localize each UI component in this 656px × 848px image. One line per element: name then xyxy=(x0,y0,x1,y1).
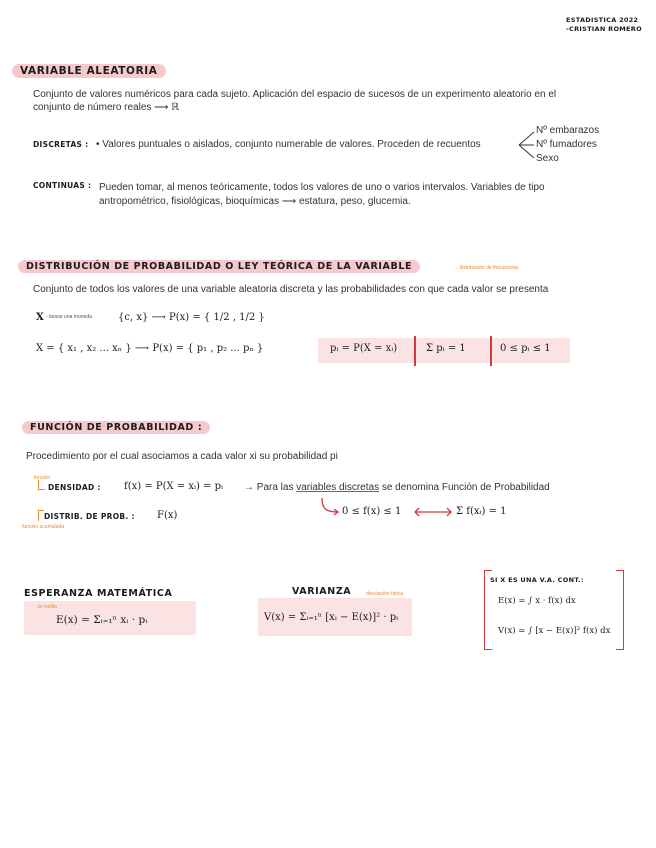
distrib-note: función acumulada xyxy=(22,524,64,530)
varianza-note: desviación típica xyxy=(366,591,403,597)
densidad-note: función xyxy=(34,475,51,481)
section-title-distribucion: DISTRIBUCIÓN DE PROBABILIDAD O LEY TEÓRICA DE LA VARIABLE xyxy=(18,260,420,273)
discretas-example-1: Nº embarazos xyxy=(536,125,600,136)
discretas-example-2: Nº fumadores xyxy=(536,139,597,150)
continua-eq-varianza: V(x) = ∫ [x − E(x)]² f(x) dx xyxy=(498,626,611,636)
property-range: 0 ≤ pᵢ ≤ 1 xyxy=(500,343,551,354)
section-title-funcion: FUNCIÓN DE PROBABILIDAD : xyxy=(22,421,210,434)
varianza-formula: V(x) = Σᵢ₌₁ⁿ [xᵢ − E(x)]² · pᵢ xyxy=(264,612,399,623)
note-bracket xyxy=(38,480,45,490)
distribucion-side-note: → distribución de frecuencias xyxy=(453,265,519,271)
esperanza-formula: E(x) = Σᵢ₌₁ⁿ xᵢ · pᵢ xyxy=(56,614,148,626)
eq1-right: {c, x} ⟶ P(x) = { 1/2 , 1/2 } xyxy=(118,312,265,323)
property-sum: Σ pᵢ = 1 xyxy=(426,343,466,354)
eq2: X = { x₁ , x₂ ... xₙ } ⟶ P(x) = { p₁ , p₂ ... pₙ } xyxy=(36,343,264,354)
property-pi: pᵢ = P(X = xᵢ) xyxy=(330,343,398,354)
divider xyxy=(490,336,492,366)
header-line-2: -CRISTIAN ROMERO xyxy=(566,25,642,33)
condition-range: 0 ≤ f(x) ≤ 1 xyxy=(342,506,402,517)
continuas-text-1: Pueden tomar, al menos teóricamente, todos los valores de uno o varios intervalos. Variables de tipo xyxy=(99,182,545,193)
note-bracket xyxy=(38,510,44,521)
distrib-equation: F(x) xyxy=(157,510,178,521)
header-line-1: ESTADISTICA 2022 xyxy=(566,16,639,24)
discretas-example-3: Sexo xyxy=(536,153,559,164)
curved-arrow xyxy=(318,497,340,517)
continuas-label: CONTINUAS : xyxy=(33,181,92,190)
branch-arrows xyxy=(518,128,536,162)
funcion-definition: Procedimiento por el cual asociamos a cada valor xi su probabilidad pi xyxy=(26,451,338,462)
discretas-link: variables discretas xyxy=(296,482,380,493)
divider xyxy=(414,336,416,366)
section-title-varianza: VARIANZA xyxy=(292,586,352,597)
continuas-text-2: antropométrico, fisiológicas, bioquímicas ⟶ estatura, peso, glucemia. xyxy=(99,196,411,207)
variable-definition-2: conjunto de número reales ⟶ ℝ xyxy=(33,102,180,113)
eq1-note: - lanzar una moneda xyxy=(46,314,92,320)
section-title-esperanza: ESPERANZA MATEMÁTICA xyxy=(24,588,173,599)
densidad-equation: f(x) = P(X = xᵢ) = pᵢ xyxy=(124,481,224,492)
densidad-label: DENSIDAD : xyxy=(48,483,101,492)
distribucion-definition: Conjunto de todos los valores de una variable aleatoria discreta y las probabilidades con que cada valor se presenta xyxy=(33,284,549,295)
continua-eq-esperanza: E(x) = ∫ x · f(x) dx xyxy=(498,596,576,606)
double-arrow xyxy=(412,507,454,517)
discretas-label: DISCRETAS : xyxy=(33,140,89,149)
continua-title: SI X ES UNA V.A. CONT.: xyxy=(490,576,584,584)
esperanza-note: la media xyxy=(38,604,57,610)
eq1-variable: X xyxy=(36,312,44,323)
distrib-label: DISTRIB. DE PROB. : xyxy=(44,512,135,521)
discretas-text: • Valores puntuales o aislados, conjunto numerable de valores. Proceden de recuentos xyxy=(96,139,481,150)
section-title-variable: VARIABLE ALEATORIA xyxy=(12,64,166,78)
variable-definition-1: Conjunto de valores numéricos para cada sujeto. Aplicación del espacio de sucesos de un experimento aleatorio en el xyxy=(33,89,557,100)
condition-sum: Σ f(xᵢ) = 1 xyxy=(456,506,507,517)
discretas-remark: → Para las variables discretas se denomina Función de Probabilidad xyxy=(244,482,550,493)
